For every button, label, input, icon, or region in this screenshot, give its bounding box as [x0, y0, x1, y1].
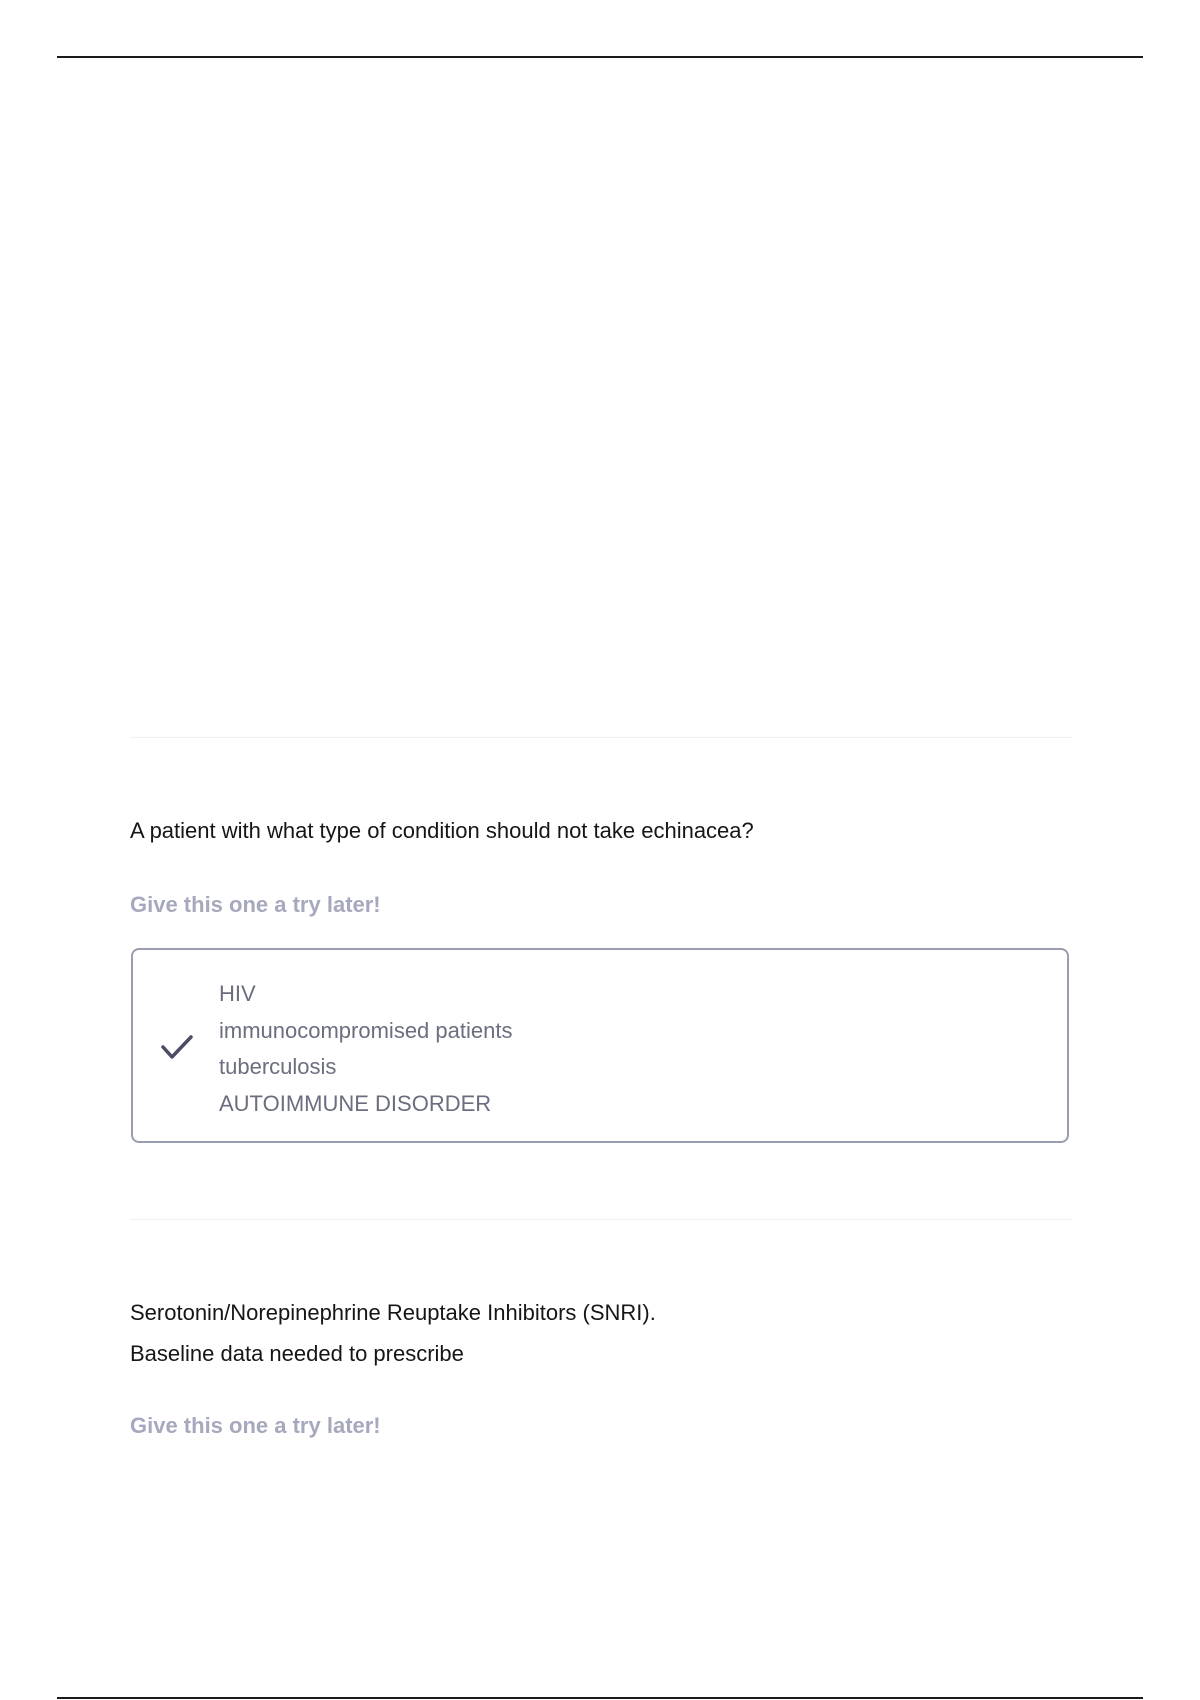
question-line: Serotonin/Norepinephrine Reuptake Inhibitors (SNRI). [130, 1300, 656, 1325]
answer-list [219, 976, 512, 1122]
question-text [130, 810, 1072, 851]
card-divider [130, 1219, 1072, 1220]
question-text [130, 1292, 1072, 1374]
answer-line: AUTOIMMUNE DISORDER [219, 1090, 492, 1116]
try-later-button[interactable]: Give this one a try later! [130, 892, 381, 917]
answer-box[interactable] [131, 948, 1069, 1143]
card-divider [130, 737, 1072, 738]
try-later-button[interactable]: Give this one a try later! [130, 1413, 381, 1438]
top-rule [57, 56, 1143, 58]
check-icon [160, 1032, 194, 1062]
answer-line: tuberculosis [219, 1054, 337, 1079]
bottom-rule [57, 1697, 1143, 1699]
question-line: A patient with what type of condition should not take echinacea? [130, 818, 754, 843]
answer-line: HIV [219, 981, 256, 1006]
answer-line: immunocompromised patients [219, 1017, 513, 1043]
question-line: Baseline data needed to prescribe [130, 1341, 464, 1366]
